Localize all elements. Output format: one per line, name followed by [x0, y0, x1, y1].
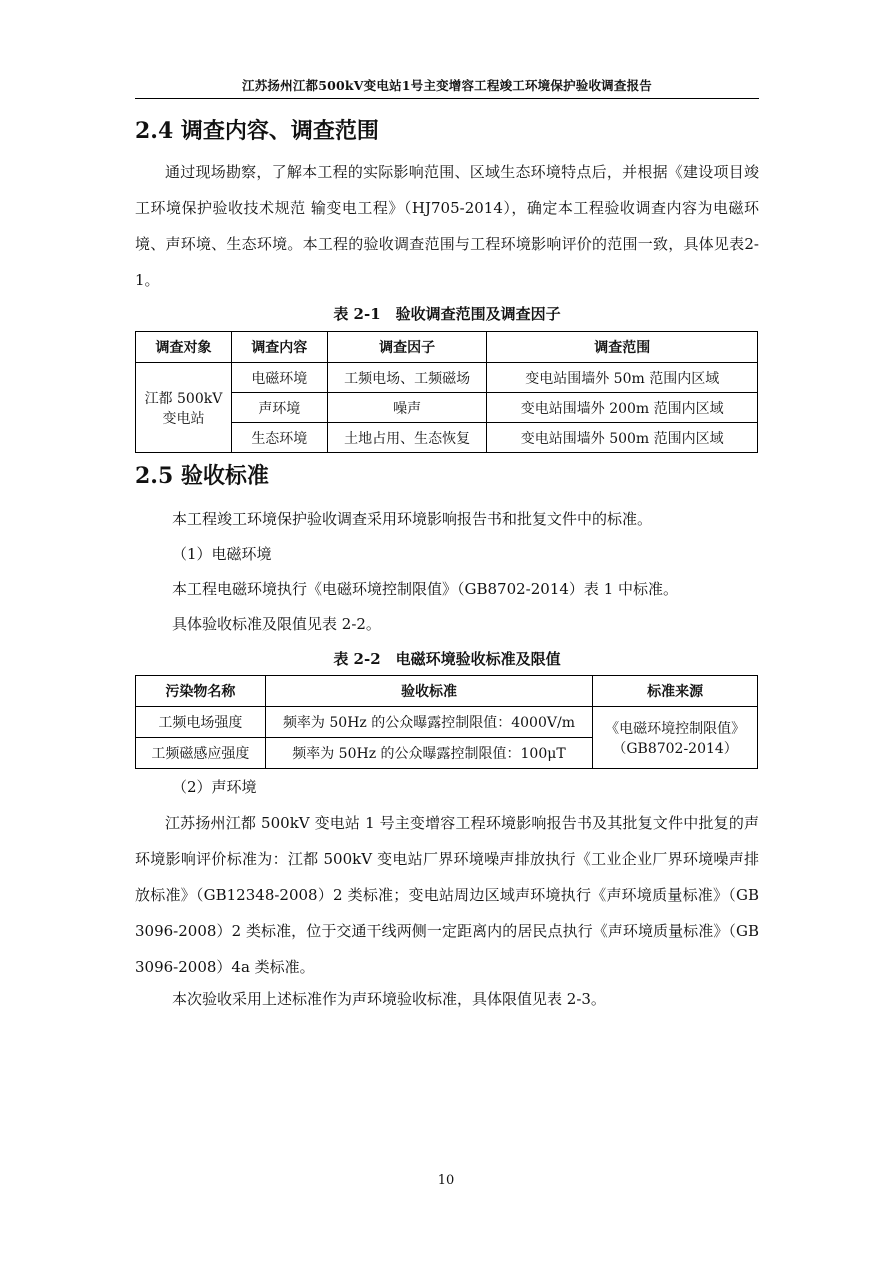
table-2-1: [135, 331, 758, 453]
subsection-em-heading: （1）电磁环境: [172, 545, 272, 563]
table-cell: 频率为 50Hz 的公众曝露控制限值：100μT: [265, 738, 592, 769]
table-2-2: [135, 675, 758, 769]
section-2-4-paragraph: 通过现场勘察，了解本工程的实际影响范围、区域生态环境特点后，并根据《建设项目竣工环境保护验收技术规范 输变电工程》（HJ705-2014），确定本工程验收调查内容为电磁环境、声环境、生态环境。本工程的验收调查范围与工程环境影响评价的范围一致，具体见表2-1。: [135, 163, 759, 289]
table-cell: 工频电场、工频磁场: [327, 363, 487, 393]
table-cell: 电磁环境: [231, 363, 327, 393]
table-cell: 噪声: [327, 393, 487, 423]
subsection-noise-heading: （2）声环境: [172, 778, 257, 796]
table-header-row: [136, 332, 758, 363]
page-number: 10: [437, 1173, 455, 1188]
standard-source-line: 《电磁环境控制限值》: [605, 720, 746, 737]
survey-object-cell: [136, 363, 232, 453]
document-header: 江苏扬州江都500kV变电站1号主变增容工程竣工环境保护验收调查报告: [242, 78, 652, 93]
table-cell: 工频磁感应强度: [136, 738, 266, 769]
survey-object-line: 变电站: [162, 410, 205, 427]
survey-object-line: 江都 500kV: [144, 390, 223, 407]
table-cell: 频率为 50Hz 的公众曝露控制限值：4000V/m: [265, 707, 592, 738]
section-2-5-heading: 2.5 验收标准: [135, 463, 269, 489]
table-cell: 生态环境: [231, 423, 327, 453]
header-cell: 验收标准: [265, 676, 592, 707]
standard-source-line: （GB8702-2014）: [612, 740, 738, 757]
table-2-2-caption: 表 2-2 电磁环境验收标准及限值: [333, 650, 561, 668]
header-cell: 调查范围: [487, 332, 758, 363]
header-rule: [135, 98, 759, 99]
table-cell: 变电站围墙外 500m 范围内区域: [487, 423, 758, 453]
section-2-5-intro: 本工程竣工环境保护验收调查采用环境影响报告书和批复文件中的标准。: [172, 510, 653, 528]
em-standard-text: 本工程电磁环境执行《电磁环境控制限值》（GB8702-2014）表 1 中标准。: [172, 580, 679, 598]
em-reference-text: 具体验收标准及限值见表 2-2。: [172, 615, 381, 633]
section-2-4-heading: 2.4 调查内容、调查范围: [135, 118, 379, 144]
header-cell: 调查对象: [136, 332, 232, 363]
table-cell: 变电站围墙外 50m 范围内区域: [487, 363, 758, 393]
table-cell: 土地占用、生态恢复: [327, 423, 487, 453]
table-cell: 变电站围墙外 200m 范围内区域: [487, 393, 758, 423]
header-cell: 调查因子: [327, 332, 487, 363]
noise-standard-paragraph: 江苏扬州江都 500kV 变电站 1 号主变增容工程环境影响报告书及其批复文件中批复的声环境影响评价标准为：江都 500kV 变电站厂界环境噪声排放执行《工业企业厂界环境噪声排放标准》（GB12348-2008）2 类标准；变电站周边区域声环境执行《声环境质量标准》（GB 3096-2008）2 类标准，位于交通干线两侧一定距离内的居民点执行《声环境质量标准》（GB 3096-2008）4a 类标准。: [135, 814, 759, 976]
table-cell: 工频电场强度: [136, 707, 266, 738]
header-cell: 调查内容: [231, 332, 327, 363]
header-cell: 标准来源: [593, 676, 758, 707]
standard-source-cell: [593, 707, 758, 769]
table-2-1-caption: 表 2-1 验收调查范围及调查因子: [333, 305, 561, 323]
table-row: [136, 363, 758, 393]
table-cell: 声环境: [231, 393, 327, 423]
closing-text: 本次验收采用上述标准作为声环境验收标准，具体限值见表 2-3。: [172, 990, 606, 1008]
table-row: [136, 707, 758, 738]
table-header-row: [136, 676, 758, 707]
header-cell: 污染物名称: [136, 676, 266, 707]
